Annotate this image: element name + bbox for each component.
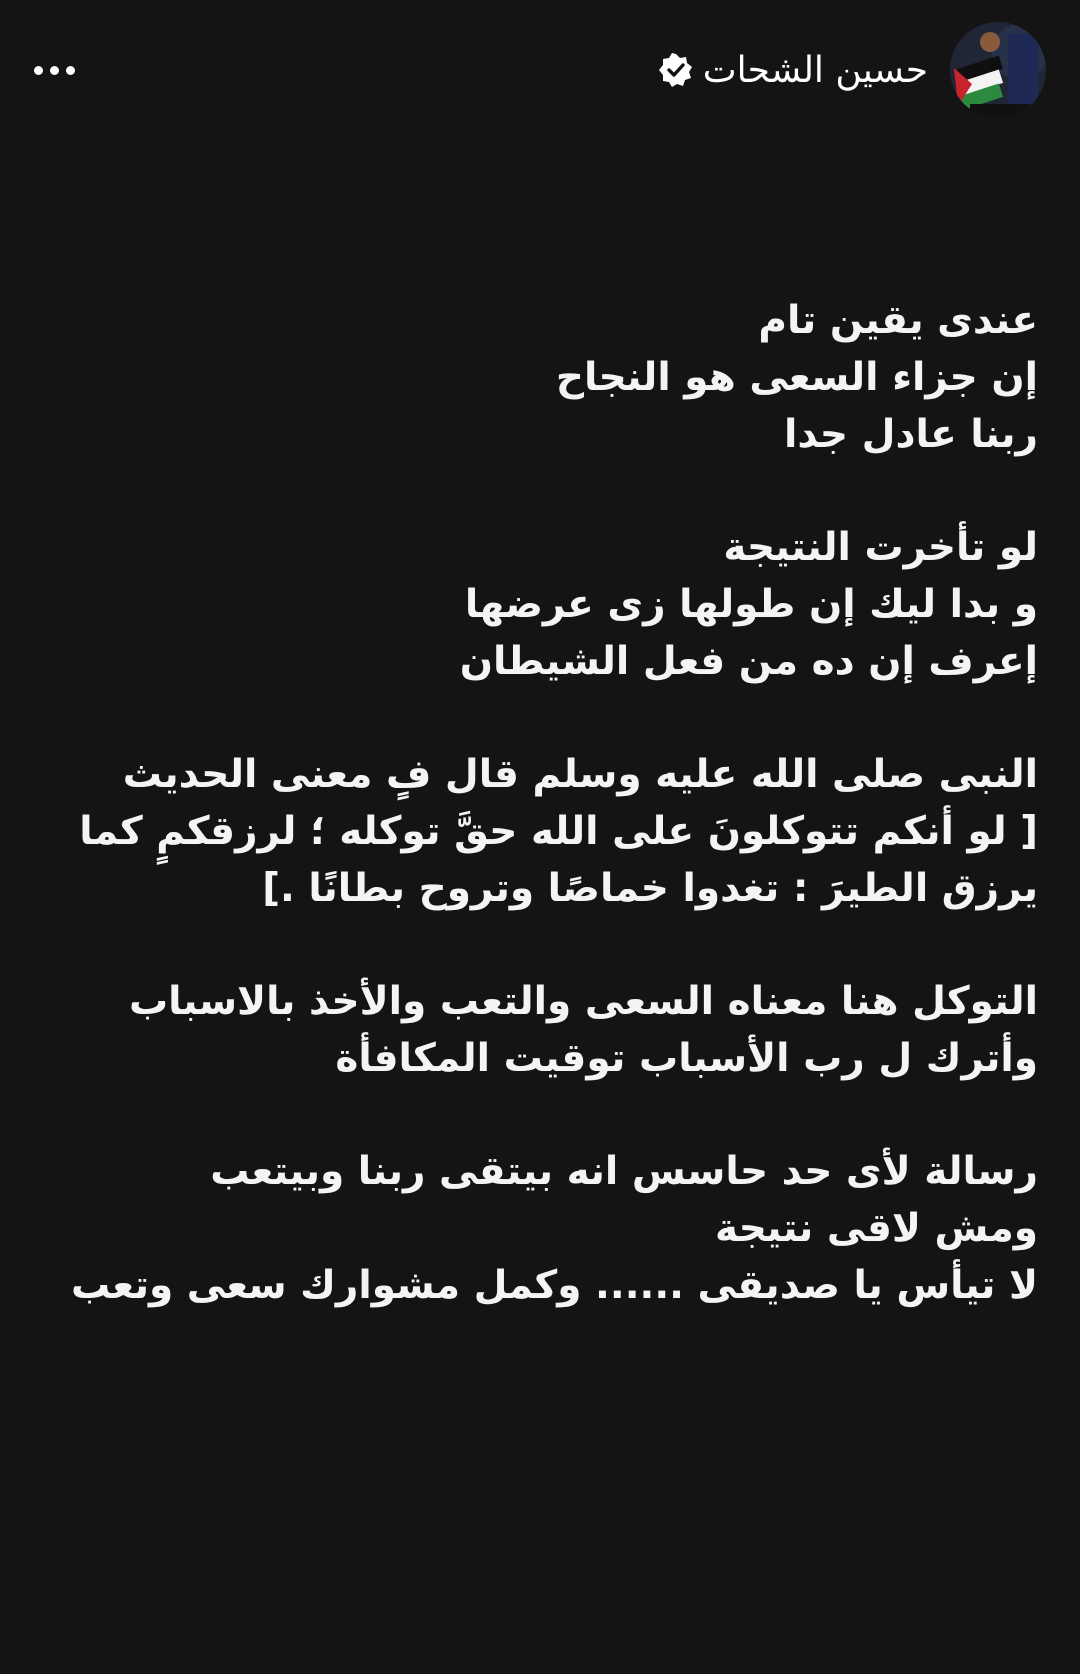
text-line: إعرف إن ده من فعل الشيطان [459, 639, 1038, 684]
post-body [71, 292, 1038, 1370]
more-options-button[interactable] [24, 50, 84, 90]
text-line: يرزق الطيرَ : تغدوا خماصًا وتروح بطانًا .] [262, 866, 1038, 911]
stanza-1 [118, 292, 1038, 463]
text-line: ربنا عادل جدا [784, 412, 1038, 457]
text-line: ومش لاقى نتيجة [715, 1206, 1038, 1251]
stanza-3 [79, 746, 1038, 917]
text-line: إن جزاء السعى هو النجاح [555, 355, 1038, 400]
text-line: [ لو أنكم تتوكلونَ على الله حقَّ توكله ؛ لرزقكمٍ كما [79, 809, 1038, 854]
verified-badge-icon [659, 53, 693, 87]
text-line: عندى يقين تام [758, 298, 1038, 343]
stanza-4 [118, 973, 1038, 1087]
more-icon-dot [50, 66, 59, 75]
text-line: النبى صلى الله عليه وسلم قال فٍ معنى الحديث [122, 752, 1038, 797]
text-line: لو تأخرت النتيجة [723, 525, 1038, 570]
post-header [0, 0, 1080, 140]
avatar-image [950, 22, 1046, 118]
text-line: لا تيأس يا صديقى ...... وكمل مشوارك سعى وتعب [71, 1263, 1038, 1308]
author-name-group [659, 50, 928, 91]
text-line: و بدا ليك إن طولها زى عرضها [464, 582, 1038, 627]
text-line: رسالة لأى حد حاسس انه بيتقى ربنا وبيتعب [210, 1149, 1038, 1194]
more-horizontal-icon [34, 66, 43, 75]
text-line: التوكل هنا معناه السعى والتعب والأخذ بالاسباب [128, 979, 1038, 1024]
avatar[interactable] [950, 22, 1046, 118]
stanza-2 [118, 519, 1038, 690]
author-name[interactable]: حسين الشحات [702, 49, 928, 91]
more-icon-dot [66, 66, 75, 75]
stanza-5 [71, 1143, 1038, 1314]
author-profile[interactable] [659, 20, 1046, 120]
text-line: وأترك ل رب الأسباب توقيت المكافأة [335, 1036, 1038, 1081]
